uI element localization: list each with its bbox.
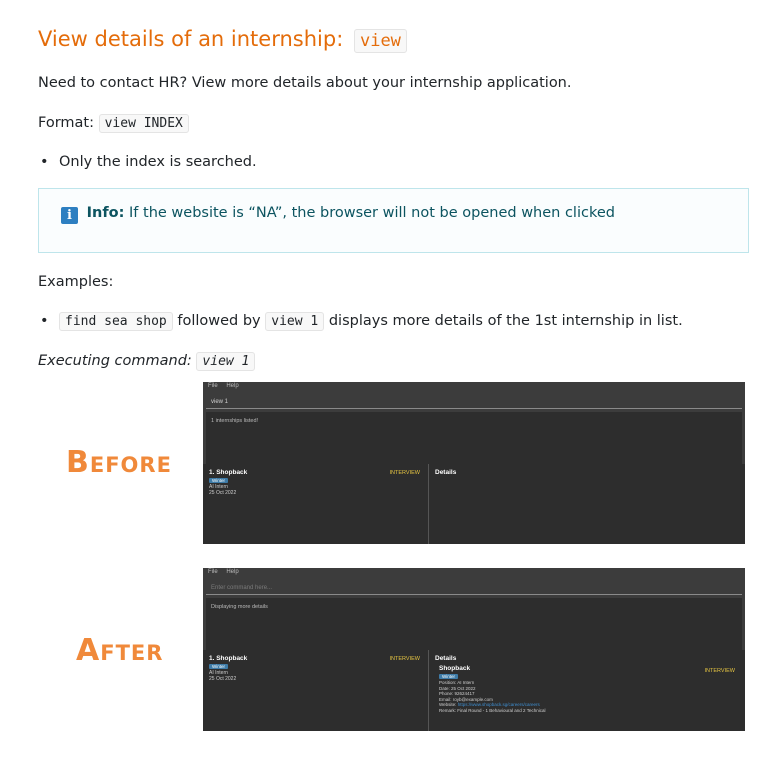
info-label: Info: xyxy=(86,205,125,221)
menu-help[interactable]: Help xyxy=(226,383,239,389)
executing-code: view 1 xyxy=(196,352,255,371)
intro-text: Need to contact HR? View more details about your internship application. xyxy=(38,75,572,91)
info-text: If the website is “NA”, the browser will not be opened when clicked xyxy=(129,205,615,221)
list-item[interactable] xyxy=(209,469,422,496)
details-title: Details xyxy=(435,469,457,476)
internship-list-panel xyxy=(203,464,429,544)
card-date: 25 Oct 2022 xyxy=(209,676,237,682)
executing-line xyxy=(38,353,255,369)
result-display: Displaying more details xyxy=(206,598,742,653)
result-display: 1 internships listed! xyxy=(206,412,742,467)
details-company: Shopback xyxy=(439,665,471,672)
before-screenshot xyxy=(203,382,745,544)
example-tail: displays more details of the 1st internship in list. xyxy=(328,313,683,329)
after-label: After xyxy=(76,633,164,668)
details-panel xyxy=(429,464,745,544)
command-input[interactable]: Enter command here... xyxy=(206,581,742,595)
list-item xyxy=(49,154,257,170)
details-title: Details xyxy=(435,655,457,662)
command-input[interactable]: view 1 xyxy=(206,395,742,409)
tag-badge: Winter xyxy=(439,674,458,679)
internship-list-panel xyxy=(203,650,429,731)
page-heading xyxy=(38,27,407,51)
details-card xyxy=(435,665,739,714)
format-code: view INDEX xyxy=(99,114,189,133)
example-code-1: find sea shop xyxy=(59,312,173,331)
details-email: Email: royb@example.com xyxy=(439,696,493,702)
status-badge: INTERVIEW xyxy=(389,470,420,476)
details-panel xyxy=(429,650,745,731)
status-badge: INTERVIEW xyxy=(704,668,735,674)
website-link[interactable]: https://www.shopback.sg/careers/careers xyxy=(457,702,540,708)
info-icon: i xyxy=(61,207,78,224)
website-label: Website: xyxy=(439,702,457,708)
format-label: Format: xyxy=(38,115,94,131)
card-role: AI Intern xyxy=(209,484,228,490)
after-screenshot xyxy=(203,568,745,731)
tag-badge: Winter xyxy=(209,478,228,483)
details-date: Date: 25 Oct 2022 xyxy=(439,685,476,691)
menu-file[interactable]: File xyxy=(208,569,218,575)
before-label: Before xyxy=(66,445,172,480)
details-phone: Phone: 92624417 xyxy=(439,691,475,697)
card-date: 25 Oct 2022 xyxy=(209,490,237,496)
example-mid: followed by xyxy=(177,313,261,329)
card-title: 1. Shopback xyxy=(209,469,248,476)
executing-label: Executing command: xyxy=(38,353,192,369)
list-item xyxy=(49,313,683,329)
heading-code: view xyxy=(354,29,407,53)
tag-badge: Winter xyxy=(209,664,228,669)
menu-bar xyxy=(203,568,745,579)
heading-text: View details of an internship: xyxy=(38,27,344,51)
examples-label: Examples: xyxy=(38,274,114,290)
card-role: AI Intern xyxy=(209,670,228,676)
details-position: Position: AI Intern xyxy=(439,680,475,685)
menu-bar xyxy=(203,382,745,393)
example-code-2: view 1 xyxy=(265,312,324,331)
details-remark: Remark: Final Round - 1 Behavioural and 2 Technical xyxy=(439,707,546,713)
format-line xyxy=(38,115,189,131)
bullet-text: Only the index is searched. xyxy=(59,154,257,170)
list-item[interactable] xyxy=(209,655,422,682)
menu-file[interactable]: File xyxy=(208,383,218,389)
status-badge: INTERVIEW xyxy=(389,656,420,662)
menu-help[interactable]: Help xyxy=(226,569,239,575)
card-title: 1. Shopback xyxy=(209,655,248,662)
info-box xyxy=(38,188,749,253)
